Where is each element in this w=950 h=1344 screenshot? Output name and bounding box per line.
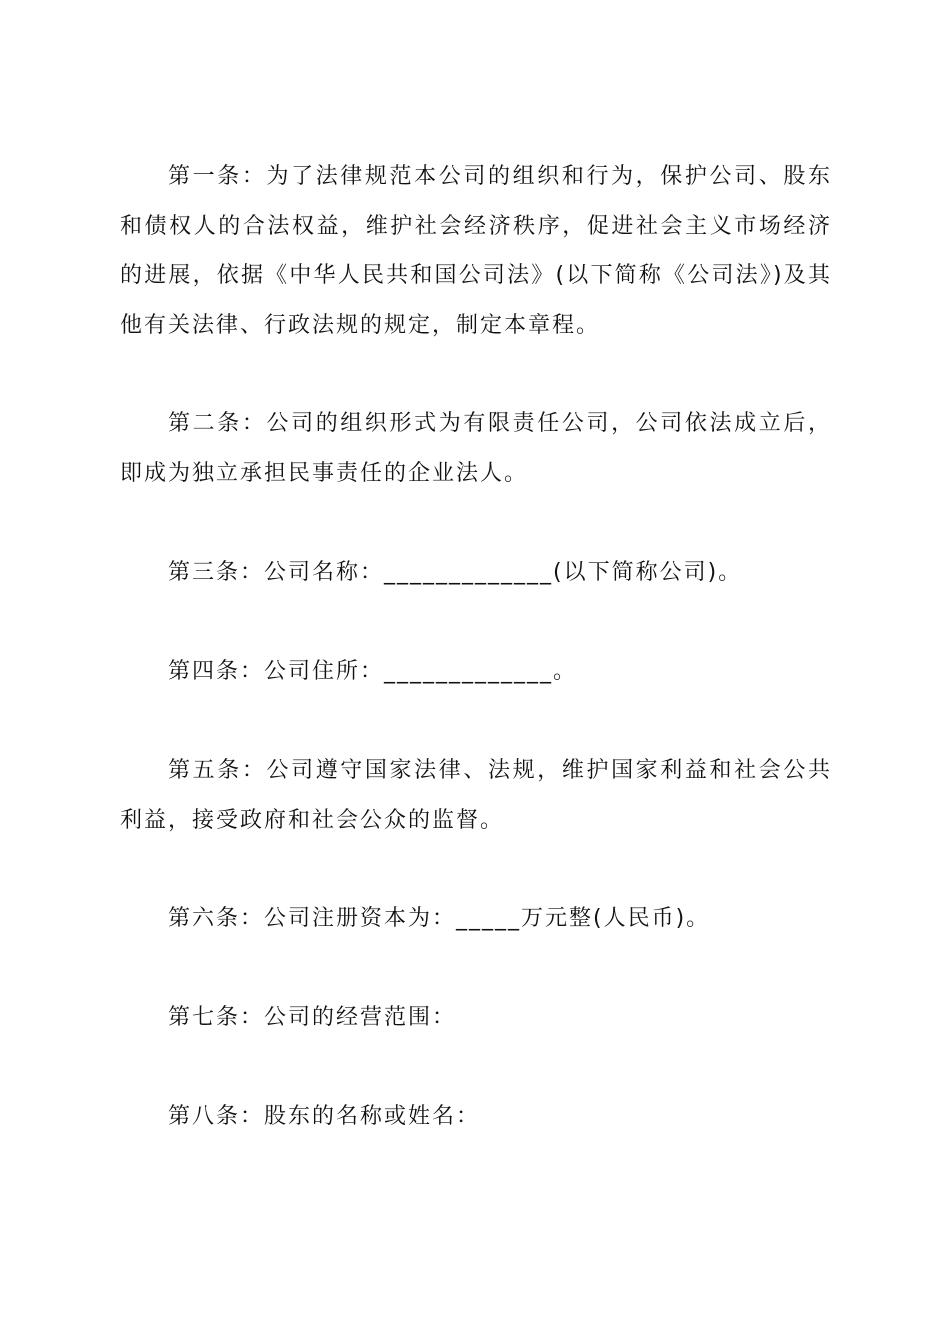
article-6-registered-capital: 第六条：公司注册资本为：_____万元整(人民币)。 <box>168 906 711 931</box>
article-2-organization-form: 第二条：公司的组织形式为有限责任公司，公司依法成立后，即成为独立承担民事责任的企业法人。 <box>120 411 832 486</box>
article-5-compliance: 第五条：公司遵守国家法律、法规，维护国家利益和社会公共利益，接受政府和社会公众的监督。 <box>120 758 832 833</box>
article-8-shareholders: 第八条：股东的名称或姓名： <box>168 1104 481 1129</box>
article-7-business-scope: 第七条：公司的经营范围： <box>168 1005 457 1030</box>
article-4-company-address: 第四条：公司住所：_____________。 <box>168 659 578 684</box>
article-1-purpose: 第一条：为了法律规范本公司的组织和行为，保护公司、股东和债权人的合法权益，维护社会经济秩序，促进社会主义市场经济的进展，依据《中华人民共和国公司法》(以下简称《公司法》)及其他有关法律、行政法规的规定，制定本章程。 <box>120 164 832 338</box>
article-3-company-name: 第三条：公司名称：_____________(以下简称公司)。 <box>168 560 743 585</box>
